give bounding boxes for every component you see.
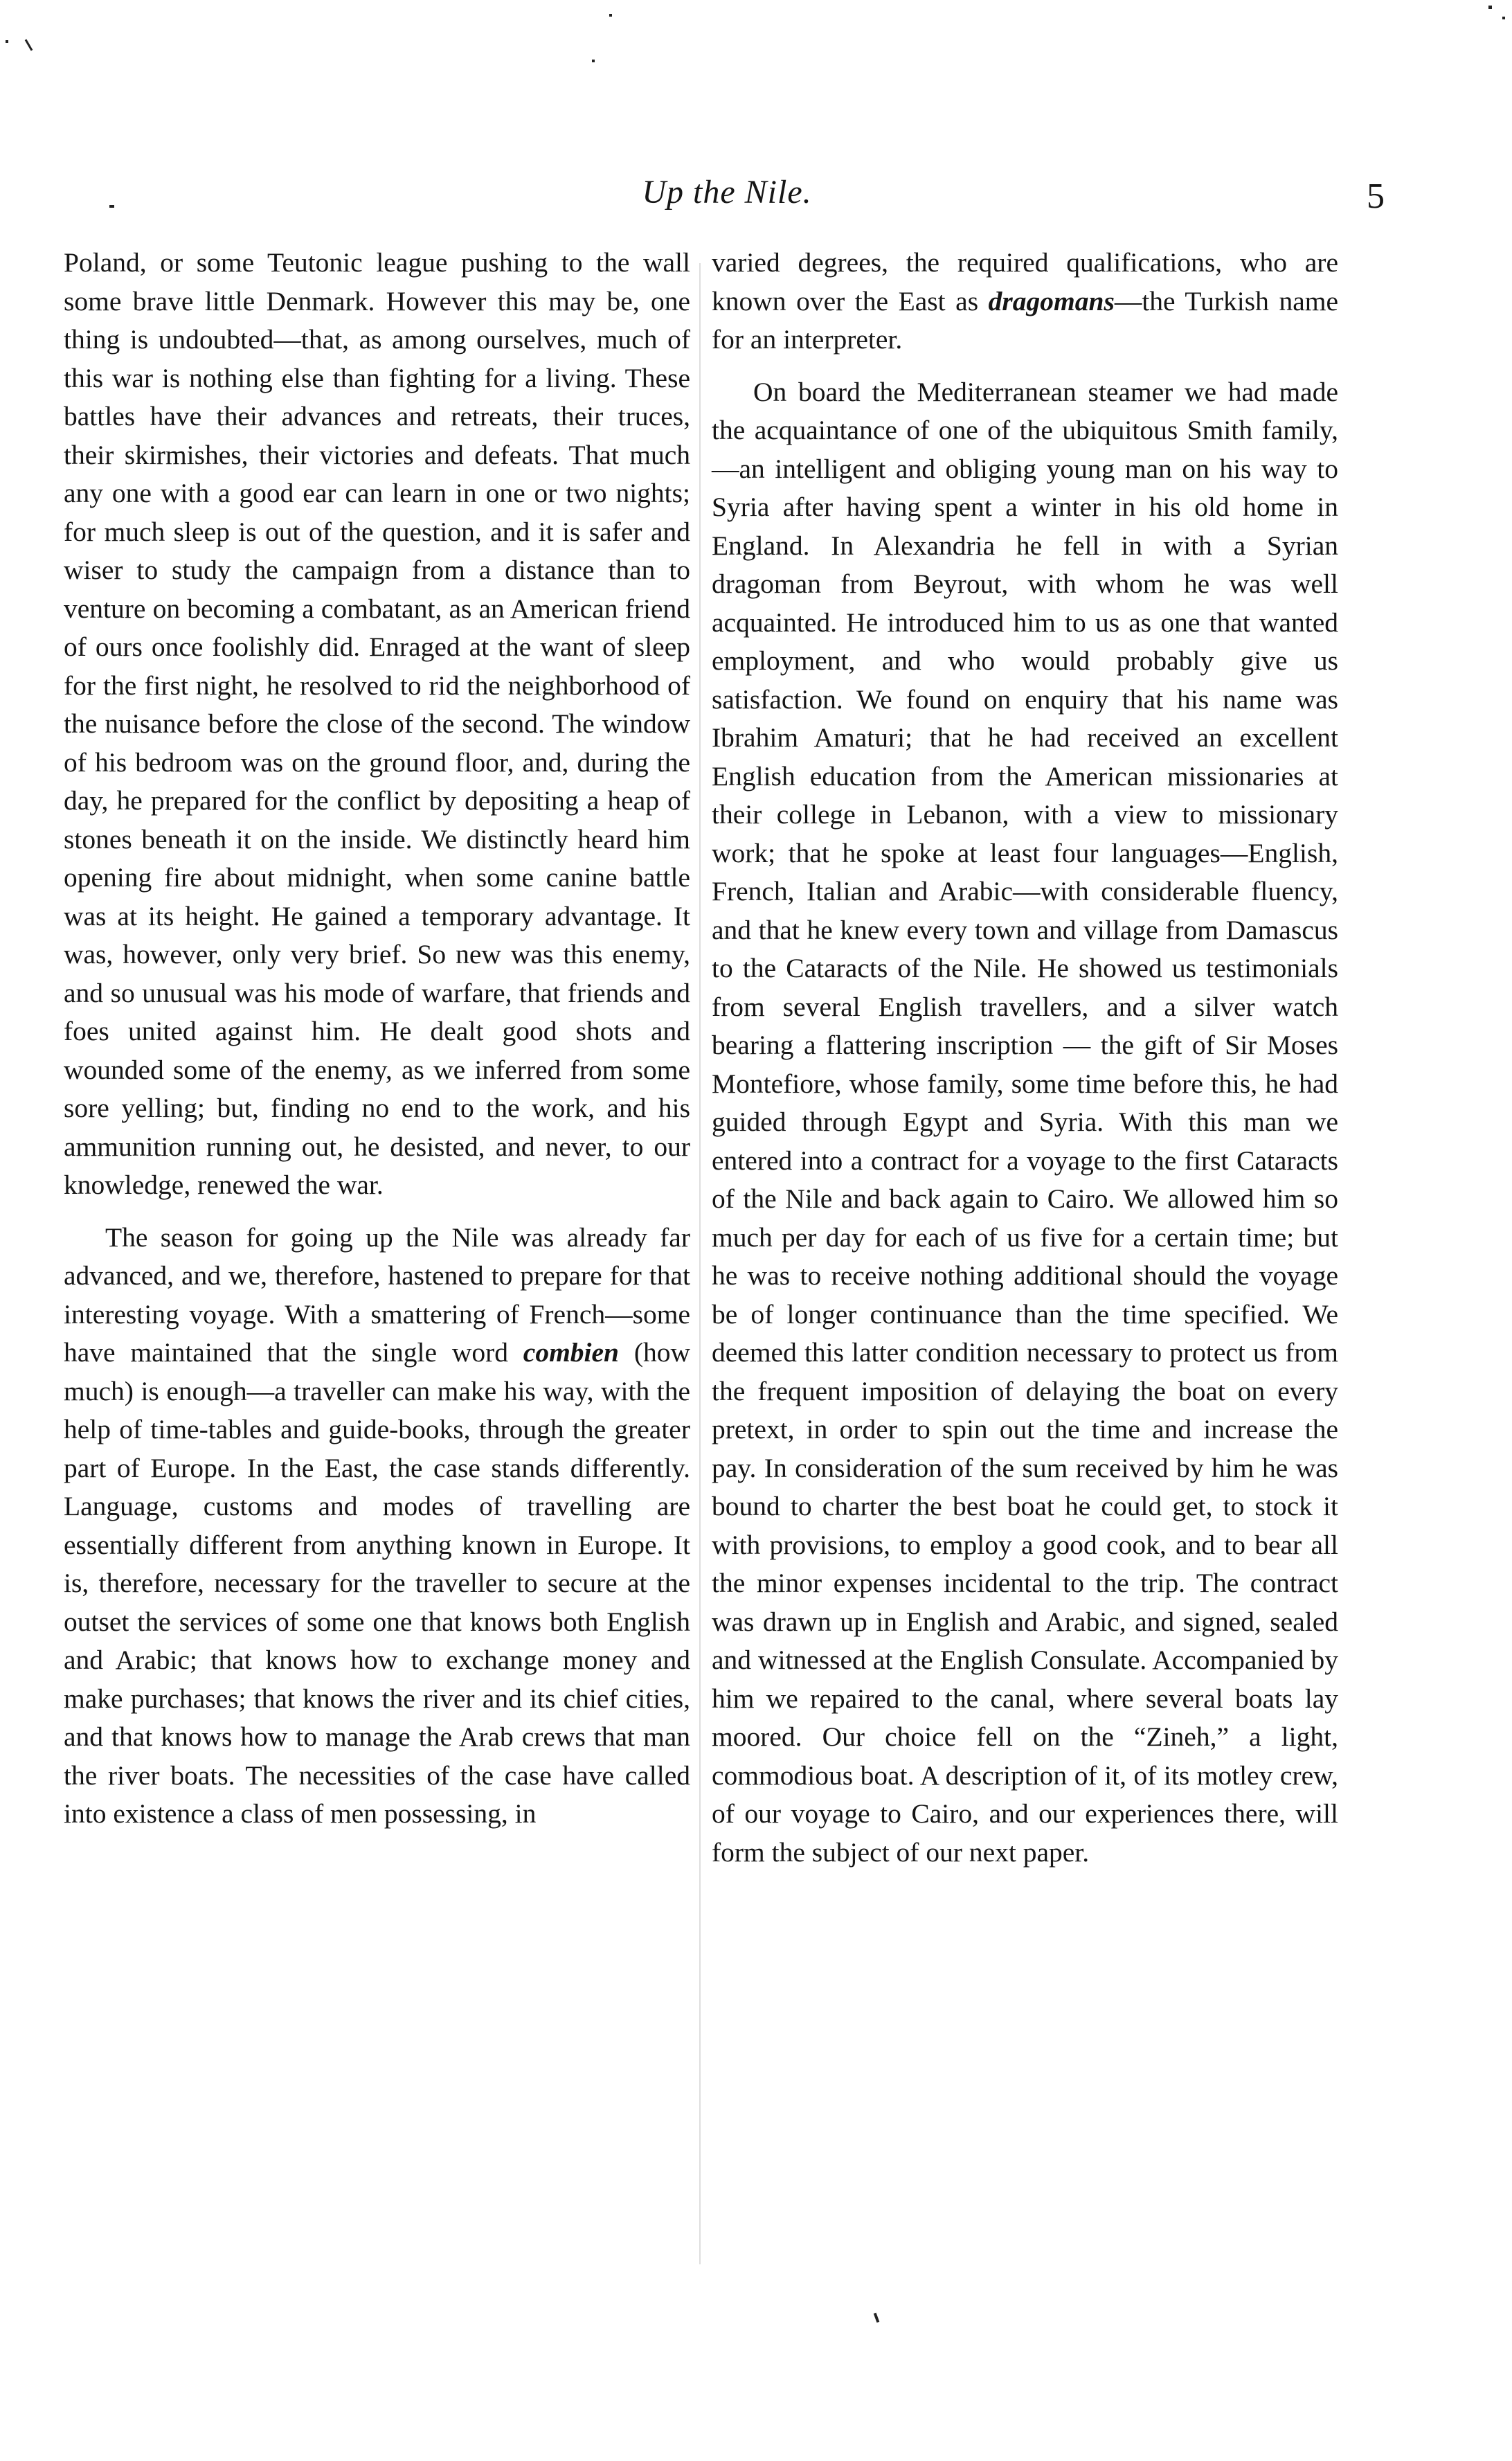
paragraph (64, 1219, 690, 1834)
running-title: Up the Nile. (642, 174, 812, 211)
page-header (69, 173, 1385, 229)
paragraph: Poland, or some Teutonic league pushing to the wall some brave little Denmark. However this may be, one thing is undoubted—that, as among ourselves, much of this war is nothing else than fighting for a living. These battles have their advances and retreats, their truces, their skirmishes, their victories and defeats. That much any one with a good ear can learn in one or two nights; for much sleep is out of the question, and it is safer and wiser to study the campaign from a distance than to venture on becoming a combatant, as an American friend of ours once foolishly did. Enraged at the want of sleep for the first night, he resolved to rid the neighborhood of the nuisance before the close of the second. The window of his bedroom was on the ground floor, and, during the day, he prepared for the conflict by depositing a heap of stones beneath it on the inside. We distinctly heard him opening fire about midnight, when some canine battle was at its height. He gained a temporary advantage. It was, however, only very brief. So new was this enemy, and so unusual was his mode of warfare, that friends and foes united against him. He dealt good shots and wounded some of the enemy, as we inferred from some sore yelling; but, finding no end to the work, and his ammunition running out, he desisted, and never, to our knowledge, renewed the war. (64, 247, 690, 1200)
paragraph: On board the Mediterranean steamer we had made the acquaintance of one of the ubiquitous Smith family,—an intelligent and obliging young man on his way to Syria after having spent a winter in his old home in England. In Alexandria he fell in with a Syrian dragoman from Beyrout, with whom he was well acquainted. He introduced him to us as one that wanted employment, and who would probably give us satisfaction. We found on enquiry that his name was Ibrahim Amaturi; that he had received an excellent English education from the American missionaries at their college in Lebanon, with a view to missionary work; that he spoke at least four languages—English, French, Italian and Arabic—with considerable fluency, and that he knew every town and village from Damascus to the Cataracts of the Nile. He showed us testimonials from several English travellers, and a silver watch bearing a flattering inscription — the gift of Sir Moses Montefiore, whose family, some time before this, he had guided through Egypt and Syria. With this man we entered into a contract for a voyage to the first Cataracts of the Nile and back again to Cairo. We allowed him so much per day for each of us five for a certain time; but he was to receive nothing additional should the voyage be of longer continuance than the time specified. We deemed this latter condition necessary to protect us from the frequent imposition of delaying the boat on every pretext, in order to spin out the time and increase the pay. In consideration of the sum received by him he was bound to charter the best boat he could get, to stock it with provisions, to employ a good cook, and to bear all the minor expenses incidental to the trip. The contract was drawn up in English and Arabic, and signed, sealed and witnessed at the English Consulate. Accompanied by him we repaired to the canal, where several boats lay moored. Our choice fell on the “Zineh,” a light, commodious boat. A description of it, of its motley crew, of our voyage to Cairo, and our experiences there, will form the subject of our next paper. (712, 376, 1338, 1868)
scan-speck (874, 2313, 880, 2323)
column-divider (699, 263, 701, 2264)
scan-speck (6, 40, 8, 43)
scan-speck (1502, 17, 1505, 19)
scan-speck (1488, 6, 1492, 9)
left-column (64, 244, 690, 1847)
paragraph-text: varied degrees, the required qualifications, who are known over the East as (712, 247, 1338, 316)
right-column (712, 244, 1338, 1886)
scan-speck (609, 14, 612, 17)
paragraph (712, 244, 1338, 359)
italic-term: dragomans (988, 285, 1115, 316)
scan-speck (25, 39, 33, 51)
paragraph-text: —the Turkish name for an interpreter. (712, 285, 1338, 355)
scan-speck (109, 205, 114, 208)
paragraph-text: The season for going up the Nile was already far advanced, and we, therefore, hastened to prepare for that interesting voyage. With a smattering of French—some have maintained that the single word (64, 1221, 690, 1368)
italic-term: combien (523, 1337, 620, 1368)
scan-speck (592, 60, 595, 62)
paragraph-text: (how much) is enough—a traveller can make his way, with the help of time-tables and guide-books, through the greater part of Europe. In the East, the case stands differently. Language, customs and modes of travelling are essentially different from anything known in Europe. It is, therefore, necessary for the traveller to secure at the outset the services of some one that knows both English and Arabic; that knows how to exchange money and make purchases; that knows the river and its chief cities, and that knows how to manage the Arab crews that man the river boats. The necessities of the case have called into existence a class of men possessing, in (64, 1337, 690, 1829)
page-number: 5 (1367, 177, 1385, 216)
